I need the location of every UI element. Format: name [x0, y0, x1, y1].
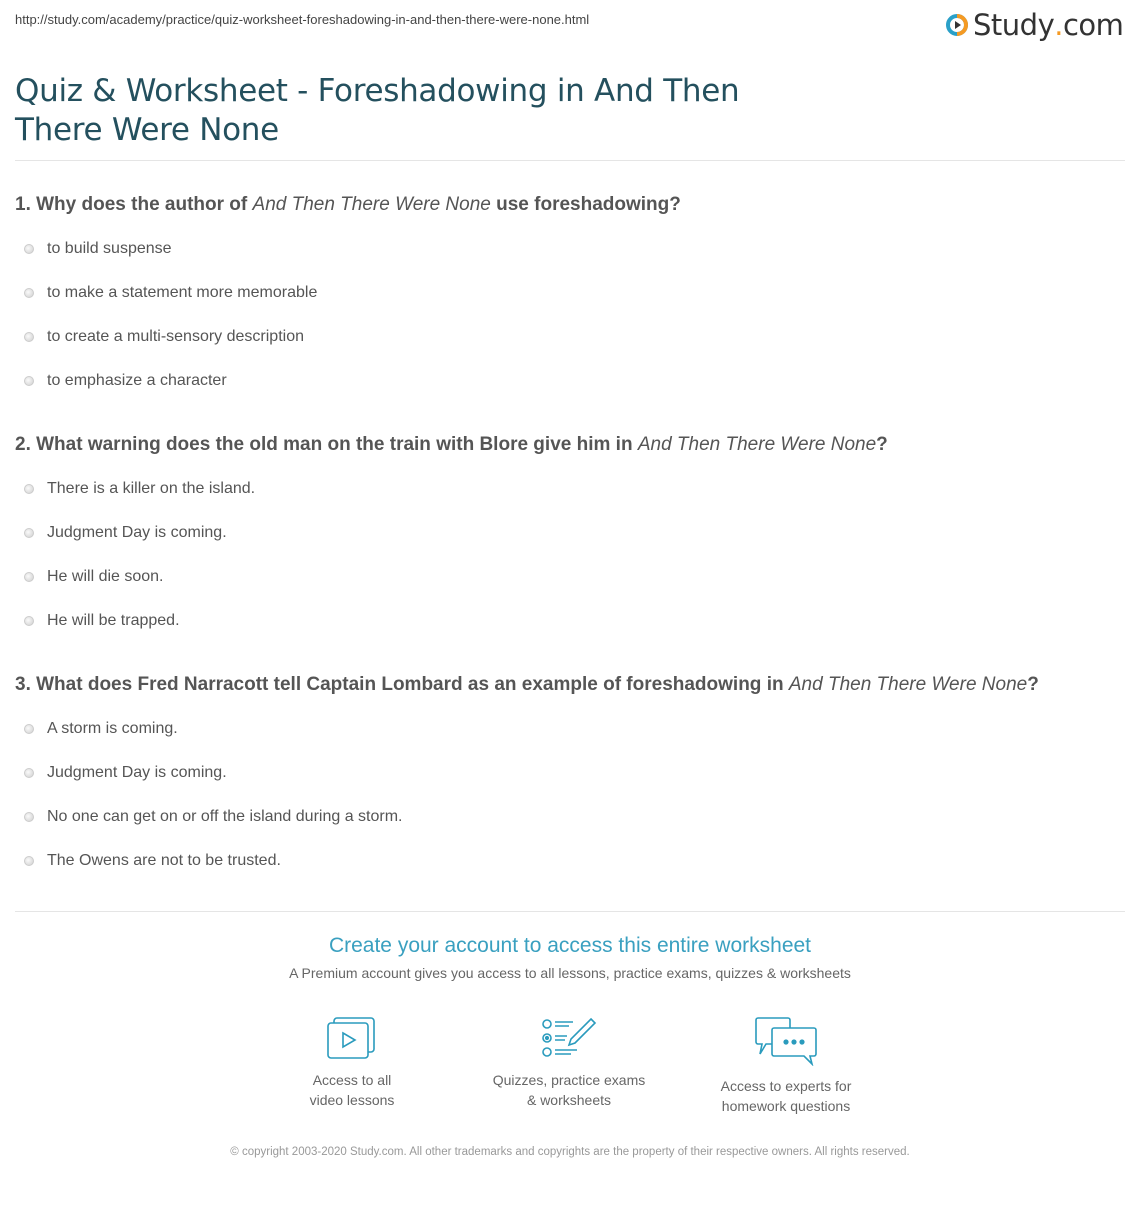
answer-option[interactable]: A storm is coming. [15, 707, 1125, 751]
logo-text: Study [973, 8, 1055, 42]
answer-option[interactable]: to emphasize a character [15, 359, 1125, 403]
feature-video-lessons: Access to all video lessons [252, 1016, 452, 1110]
radio-icon[interactable] [24, 812, 34, 822]
radio-icon[interactable] [24, 528, 34, 538]
radio-icon[interactable] [24, 768, 34, 778]
radio-icon[interactable] [24, 724, 34, 734]
radio-icon[interactable] [24, 288, 34, 298]
question-text: 1. Why does the author of And Then There Were None use foreshadowing? [15, 194, 681, 215]
question-3 [15, 670, 1125, 883]
radio-icon[interactable] [24, 376, 34, 386]
radio-icon[interactable] [24, 572, 34, 582]
logo-suffix: com [1062, 8, 1124, 42]
answer-option[interactable]: Judgment Day is coming. [15, 751, 1125, 795]
copyright-footer: © copyright 2003-2020 Study.com. All other trademarks and copyrights are the property of their respective owners. All rights reserved. [230, 1146, 910, 1158]
feature-experts: Access to experts for homework questions [686, 1016, 886, 1116]
logo-dot: . [1054, 8, 1063, 42]
answer-option[interactable]: to create a multi-sensory description [15, 315, 1125, 359]
create-account-link[interactable]: Create your account to access this entire worksheet [328, 934, 812, 957]
radio-icon[interactable] [24, 856, 34, 866]
question-1 [15, 190, 1125, 403]
play-logo-icon [945, 13, 969, 37]
question-2 [15, 430, 1125, 643]
answer-option[interactable]: The Owens are not to be trusted. [15, 839, 1125, 883]
answer-option[interactable]: There is a killer on the island. [15, 467, 1125, 511]
radio-icon[interactable] [24, 484, 34, 494]
answer-option[interactable]: Judgment Day is coming. [15, 511, 1125, 555]
chat-bubbles-icon [754, 1016, 818, 1066]
cta-subtitle: A Premium account gives you access to all lessons, practice exams, quizzes & worksheets [289, 965, 851, 981]
page-title: Quiz & Worksheet - Foreshadowing in And Then There Were None [15, 73, 740, 148]
radio-icon[interactable] [24, 244, 34, 254]
question-text: 3. What does Fred Narracott tell Captain Lombard as an example of foreshadowing in And Then There Were None? [15, 674, 1039, 695]
answer-option[interactable]: to make a statement more memorable [15, 271, 1125, 315]
answer-option[interactable]: to build suspense [15, 227, 1125, 271]
answer-option[interactable]: He will die soon. [15, 555, 1125, 599]
divider [15, 911, 1125, 912]
quiz-checklist-icon [541, 1016, 597, 1060]
answer-option[interactable]: He will be trapped. [15, 599, 1125, 643]
answer-option[interactable]: No one can get on or off the island during a storm. [15, 795, 1125, 839]
study-logo[interactable] [945, 8, 1123, 42]
video-lessons-icon [326, 1016, 378, 1060]
question-text: 2. What warning does the old man on the train with Blore give him in And Then There Were None? [15, 434, 888, 455]
page-url: http://study.com/academy/practice/quiz-worksheet-foreshadowing-in-and-then-there-were-none.html [15, 12, 590, 27]
divider [15, 160, 1125, 161]
radio-icon[interactable] [24, 332, 34, 342]
radio-icon[interactable] [24, 616, 34, 626]
feature-quizzes: Quizzes, practice exams & worksheets [469, 1016, 669, 1110]
